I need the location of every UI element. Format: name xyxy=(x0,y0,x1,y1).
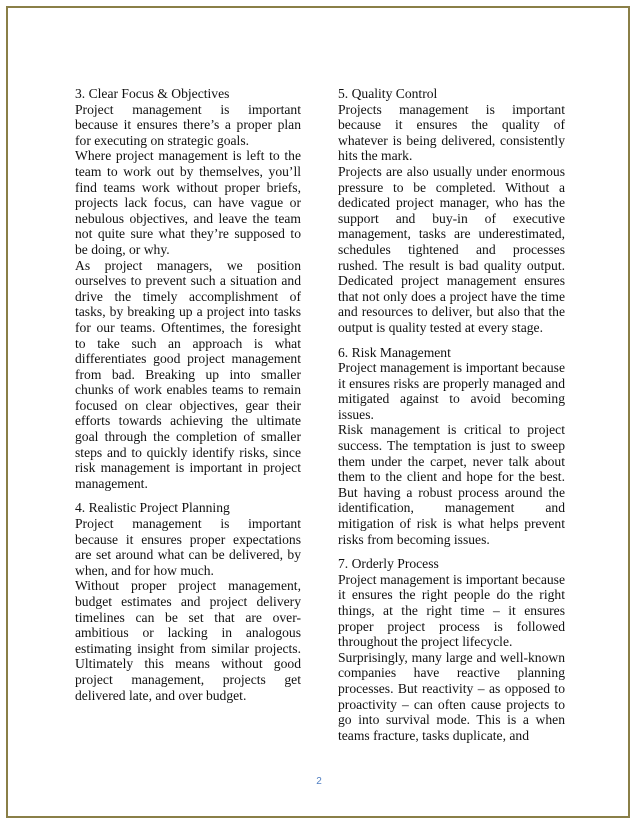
paragraph: Project management is important because it ensures risks are properly managed and mitigated against to avoid becoming issues. xyxy=(338,360,565,422)
right-column xyxy=(338,86,565,752)
left-column xyxy=(75,86,301,712)
paragraph: Risk management is critical to project success. The temptation is just to sweep them under the carpet, never talk about them to the client and hope for the best. But having a robust process around the identification, management and mitigation of risk is what helps prevent risks from becoming issues. xyxy=(338,422,565,547)
section-risk-management xyxy=(338,345,565,548)
section-heading: 5. Quality Control xyxy=(338,86,438,101)
paragraph: Where project management is left to the team to work out by themselves, you’ll find teams work without proper briefs, projects lack focus, can have vague or nebulous objectives, and leave the team not quite sure what they’re supposed to be doing, or why. xyxy=(75,148,301,257)
paragraph: Project management is important because it ensures the right people do the right things, at the right time – it ensures proper project process is followed throughout the project lifecycle. xyxy=(338,571,565,650)
paragraph: Projects are also usually under enormous pressure to be completed. Without a dedicated project manager, who has the support and buy-in of executive management, tasks are underestimated, schedules tightened and processes rushed. The result is bad quality output. Dedicated project management ensures that not only does a project have the time and resources to deliver, but also that the output is quality tested at every stage. xyxy=(338,163,565,335)
section-quality-control xyxy=(338,86,565,336)
section-realistic-planning xyxy=(75,500,301,703)
section-clear-focus xyxy=(75,86,301,491)
section-heading: 7. Orderly Process xyxy=(338,556,439,572)
section-heading: 3. Clear Focus & Objectives xyxy=(75,86,230,101)
paragraph: Project management is important because it ensures there’s a proper plan for executing on strategic goals. xyxy=(75,101,301,148)
paragraph: Without proper project management, budget estimates and project delivery timelines can be set that are over-ambitious or lacking in analogous estimating insight from similar projects. Ultimately this means without good project management, projects get delivered late, and over budget. xyxy=(75,578,301,703)
section-orderly-process xyxy=(338,556,565,743)
section-heading: 4. Realistic Project Planning xyxy=(75,500,230,516)
paragraph: Project management is important because it ensures proper expectations are set around what can be delivered, by when, and for how much. xyxy=(75,516,301,578)
section-heading: 6. Risk Management xyxy=(338,344,451,360)
paragraph: As project managers, we position ourselves to prevent such a situation and drive the timely accomplishment of tasks, by breaking up a project into tasks for our teams. Oftentimes, the foresight to take such an approach is what differentiates good project management from bad. Breaking up into smaller chunks of work enables teams to remain focused on clear objectives, gear their efforts towards achieving the ultimate goal through the completion of smaller steps and to quickly identify risks, since risk management is important in project management. xyxy=(75,257,301,491)
paragraph: Surprisingly, many large and well-known companies have reactive planning processes. But reactivity – as opposed to proactivity – can often cause projects to go into survival mode. This is a when teams fracture, tasks duplicate, and xyxy=(338,649,565,743)
paragraph: Projects management is important because it ensures the quality of whatever is being delivered, consistently hits the mark. xyxy=(338,101,565,164)
page-number: 2 xyxy=(316,776,322,787)
